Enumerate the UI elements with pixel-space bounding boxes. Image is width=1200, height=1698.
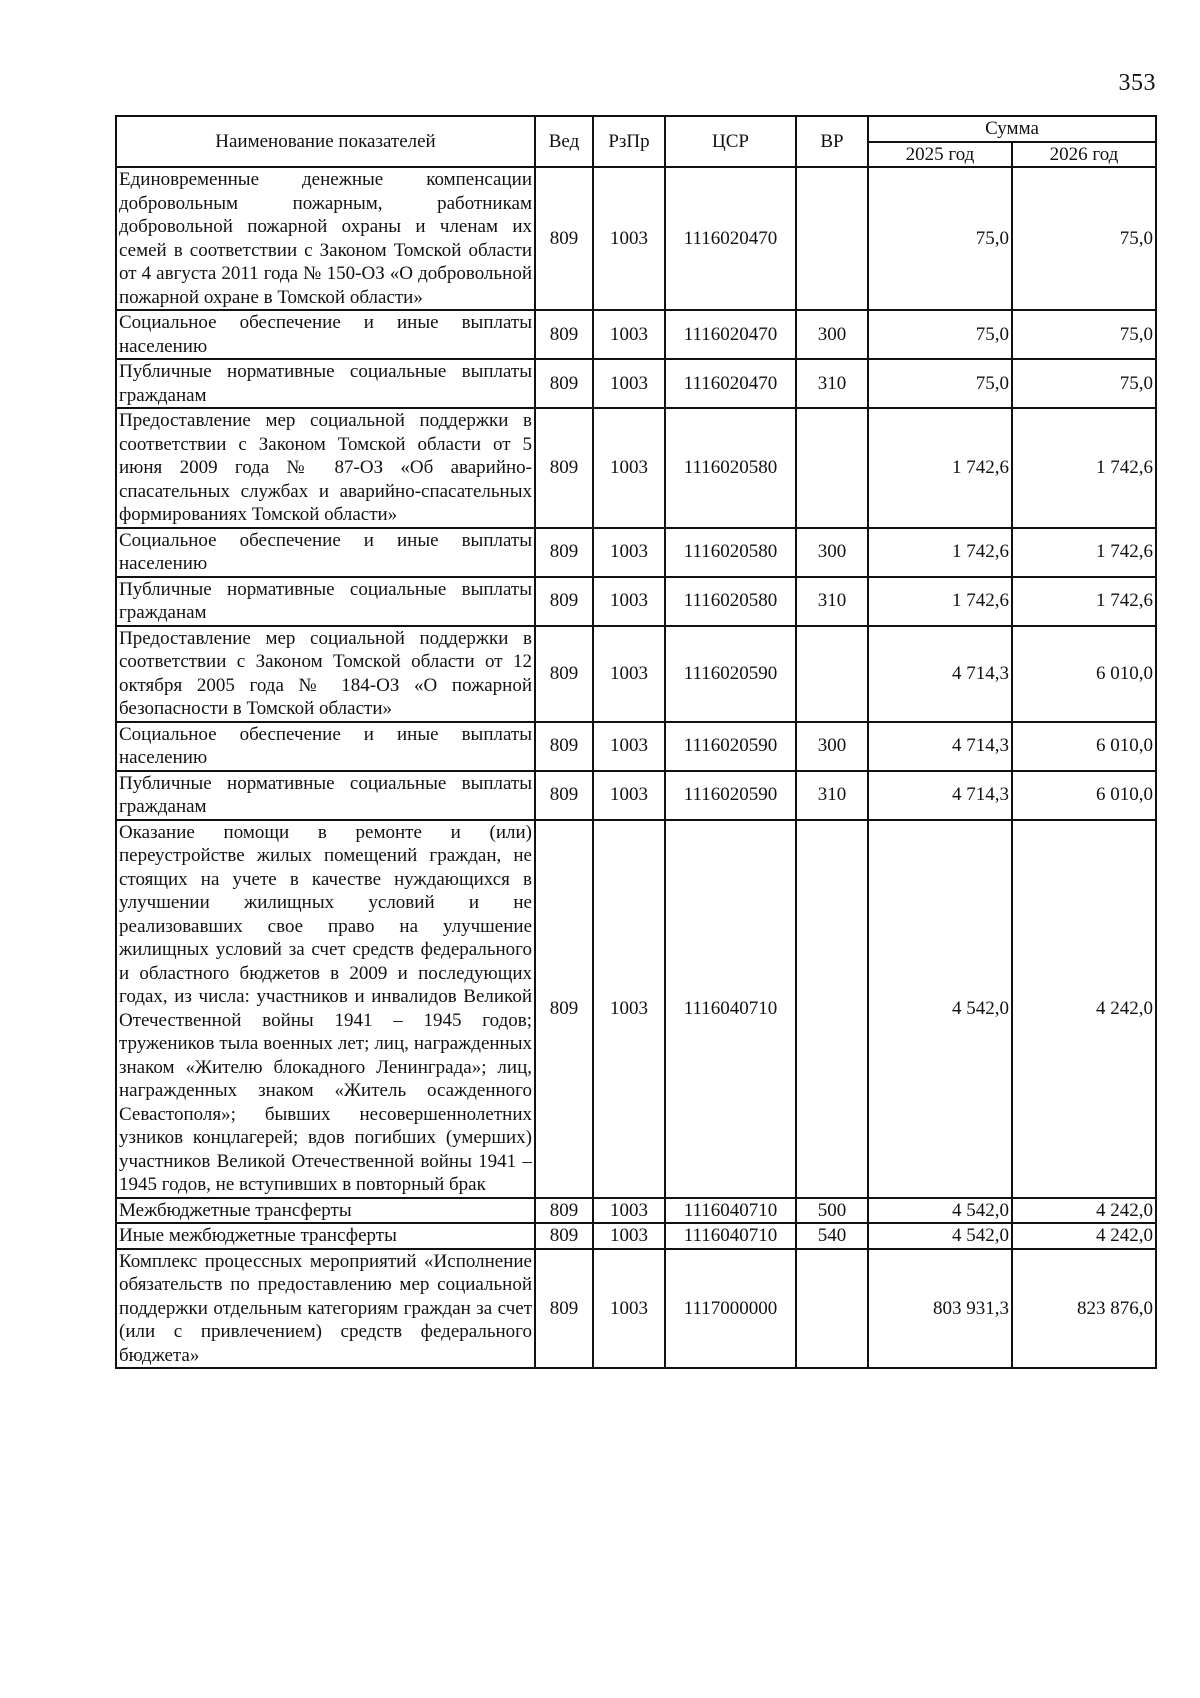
row-sum-2025: 4 542,0	[868, 1198, 1012, 1224]
row-ved: 809	[535, 626, 593, 722]
row-name: Социальное обеспечение и иные выплаты населению	[116, 528, 535, 577]
row-name: Межбюджетные трансферты	[116, 1198, 535, 1224]
row-name: Социальное обеспечение и иные выплаты населению	[116, 722, 535, 771]
row-rzpr: 1003	[593, 820, 665, 1198]
row-vr	[796, 408, 868, 528]
row-sum-2025: 4 714,3	[868, 626, 1012, 722]
table-row	[116, 359, 1156, 408]
row-ved: 809	[535, 722, 593, 771]
page-number: 353	[1118, 70, 1156, 96]
row-rzpr: 1003	[593, 359, 665, 408]
row-rzpr: 1003	[593, 577, 665, 626]
row-ved: 809	[535, 771, 593, 820]
row-vr: 300	[796, 528, 868, 577]
row-name: Публичные нормативные социальные выплаты гражданам	[116, 359, 535, 408]
row-ved: 809	[535, 167, 593, 310]
table-header	[116, 116, 1156, 167]
row-name: Публичные нормативные социальные выплаты гражданам	[116, 577, 535, 626]
table-row	[116, 577, 1156, 626]
header-name: Наименование показателей	[116, 116, 535, 167]
table-row	[116, 1198, 1156, 1224]
row-ved: 809	[535, 1198, 593, 1224]
header-year-2026: 2026 год	[1012, 142, 1156, 168]
row-rzpr: 1003	[593, 1198, 665, 1224]
row-csr: 1116020580	[665, 528, 796, 577]
row-sum-2025: 1 742,6	[868, 408, 1012, 528]
row-ved: 809	[535, 408, 593, 528]
row-vr: 540	[796, 1223, 868, 1249]
row-vr: 310	[796, 577, 868, 626]
budget-table	[115, 115, 1157, 1369]
row-rzpr: 1003	[593, 1249, 665, 1369]
row-csr: 1116040710	[665, 820, 796, 1198]
row-vr: 310	[796, 359, 868, 408]
row-csr: 1116020580	[665, 408, 796, 528]
table-row	[116, 1223, 1156, 1249]
row-sum-2026: 6 010,0	[1012, 626, 1156, 722]
row-sum-2026: 6 010,0	[1012, 722, 1156, 771]
row-ved: 809	[535, 528, 593, 577]
table-row	[116, 626, 1156, 722]
header-csr: ЦСР	[665, 116, 796, 167]
header-rzpr: РзПр	[593, 116, 665, 167]
row-ved: 809	[535, 1223, 593, 1249]
table-row	[116, 408, 1156, 528]
row-csr: 1117000000	[665, 1249, 796, 1369]
header-ved: Вед	[535, 116, 593, 167]
row-sum-2026: 1 742,6	[1012, 577, 1156, 626]
row-vr	[796, 167, 868, 310]
row-name: Комплекс процессных мероприятий «Исполнение обязательств по предоставлению мер социальной поддержки отдельным категориям граждан за счет (или с привлечением) средств федерального бюджета»	[116, 1249, 535, 1369]
row-csr: 1116020580	[665, 577, 796, 626]
row-name: Предоставление мер социальной поддержки в соответствии с Законом Томской области от 12 октября 2005 года № 184-ОЗ «О пожарной безопасности в Томской области»	[116, 626, 535, 722]
row-csr: 1116020590	[665, 626, 796, 722]
row-csr: 1116040710	[665, 1223, 796, 1249]
table-row	[116, 722, 1156, 771]
row-rzpr: 1003	[593, 528, 665, 577]
row-rzpr: 1003	[593, 167, 665, 310]
row-sum-2026: 1 742,6	[1012, 408, 1156, 528]
row-sum-2026: 75,0	[1012, 167, 1156, 310]
row-sum-2026: 6 010,0	[1012, 771, 1156, 820]
row-name: Предоставление мер социальной поддержки в соответствии с Законом Томской области от 5 июня 2009 года № 87-ОЗ «Об аварийно-спасательных службах и аварийно-спасательных формированиях Томской области»	[116, 408, 535, 528]
row-rzpr: 1003	[593, 771, 665, 820]
row-ved: 809	[535, 577, 593, 626]
row-name: Социальное обеспечение и иные выплаты населению	[116, 310, 535, 359]
table-body	[116, 167, 1156, 1368]
row-vr	[796, 820, 868, 1198]
row-sum-2025: 1 742,6	[868, 577, 1012, 626]
row-ved: 809	[535, 310, 593, 359]
table-row	[116, 771, 1156, 820]
row-csr: 1116020470	[665, 359, 796, 408]
row-csr: 1116040710	[665, 1198, 796, 1224]
row-sum-2025: 4 542,0	[868, 1223, 1012, 1249]
row-name: Иные межбюджетные трансферты	[116, 1223, 535, 1249]
table-row	[116, 1249, 1156, 1369]
row-csr: 1116020590	[665, 722, 796, 771]
row-ved: 809	[535, 1249, 593, 1369]
row-vr: 500	[796, 1198, 868, 1224]
row-sum-2025: 803 931,3	[868, 1249, 1012, 1369]
table-row	[116, 820, 1156, 1198]
row-vr	[796, 1249, 868, 1369]
table-row	[116, 167, 1156, 310]
row-rzpr: 1003	[593, 1223, 665, 1249]
table-row	[116, 528, 1156, 577]
row-rzpr: 1003	[593, 626, 665, 722]
row-sum-2025: 75,0	[868, 167, 1012, 310]
row-sum-2025: 75,0	[868, 359, 1012, 408]
row-sum-2025: 75,0	[868, 310, 1012, 359]
row-sum-2026: 4 242,0	[1012, 1223, 1156, 1249]
row-vr: 300	[796, 310, 868, 359]
row-sum-2026: 75,0	[1012, 310, 1156, 359]
row-name: Публичные нормативные социальные выплаты гражданам	[116, 771, 535, 820]
row-name: Единовременные денежные компенсации добровольным пожарным, работникам добровольной пожарной охраны и членам их семей в соответствии с Законом Томской области от 4 августа 2011 года № 150-ОЗ «О добровольной пожарной охране в Томской области»	[116, 167, 535, 310]
row-sum-2025: 4 542,0	[868, 820, 1012, 1198]
row-name: Оказание помощи в ремонте и (или) переустройстве жилых помещений граждан, не стоящих на учете в качестве нуждающихся в улучшении жилищных условий и не реализовавших свое право на улучшение жилищных условий за счет средств федерального и областного бюджетов в 2009 и последующих годах, из числа: участников и инвалидов Великой Отечественной войны 1941 – 1945 годов; тружеников тыла военных лет; лиц, награжденных знаком «Жителю блокадного Ленинграда»; лиц, награжденных знаком «Житель осажденного Севастополя»; бывших несовершеннолетних узников концлагерей; вдов погибших (умерших) участников Великой Отечественной войны 1941 – 1945 годов, не вступивших в повторный брак	[116, 820, 535, 1198]
row-sum-2026: 4 242,0	[1012, 820, 1156, 1198]
header-year-2025: 2025 год	[868, 142, 1012, 168]
table-row	[116, 310, 1156, 359]
row-sum-2025: 4 714,3	[868, 771, 1012, 820]
row-ved: 809	[535, 820, 593, 1198]
row-ved: 809	[535, 359, 593, 408]
row-csr: 1116020470	[665, 167, 796, 310]
row-sum-2026: 4 242,0	[1012, 1198, 1156, 1224]
row-sum-2026: 1 742,6	[1012, 528, 1156, 577]
header-vr: ВР	[796, 116, 868, 167]
row-sum-2026: 75,0	[1012, 359, 1156, 408]
row-vr: 300	[796, 722, 868, 771]
row-csr: 1116020590	[665, 771, 796, 820]
row-sum-2025: 4 714,3	[868, 722, 1012, 771]
row-vr: 310	[796, 771, 868, 820]
row-sum-2025: 1 742,6	[868, 528, 1012, 577]
row-vr	[796, 626, 868, 722]
row-rzpr: 1003	[593, 408, 665, 528]
row-csr: 1116020470	[665, 310, 796, 359]
row-rzpr: 1003	[593, 722, 665, 771]
header-sum: Сумма	[868, 116, 1156, 142]
row-sum-2026: 823 876,0	[1012, 1249, 1156, 1369]
row-rzpr: 1003	[593, 310, 665, 359]
